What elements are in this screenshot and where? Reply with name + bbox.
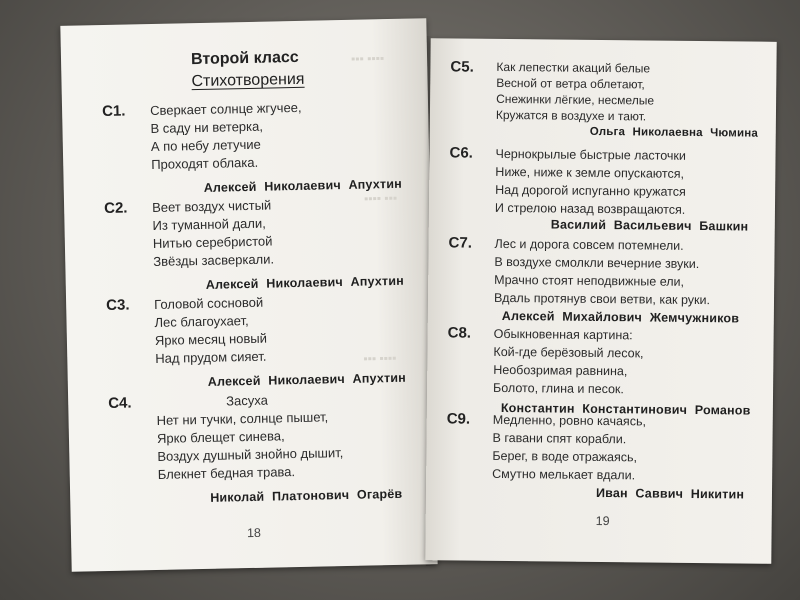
ghost-text: ▪▪▪ ▪▪▪▪ bbox=[363, 350, 397, 366]
poem-line: Сверкает солнце жгучее, bbox=[149, 99, 302, 119]
poem-line: Веет воздух чистый bbox=[151, 197, 272, 216]
poem-line: Ярко месяц новый bbox=[154, 330, 268, 348]
poem-c5 bbox=[450, 58, 771, 151]
poem-author: Алексей Николаевич Апухтин bbox=[203, 176, 403, 195]
poem-line: Смутно мелькает вдали. bbox=[492, 466, 636, 483]
poem-line: Над прудом сияет. bbox=[155, 348, 267, 366]
poem-author: Иван Саввич Никитин bbox=[595, 485, 745, 502]
section-title: Второй класс bbox=[190, 48, 299, 69]
poem-line: Медленно, ровно качаясь, bbox=[492, 412, 647, 429]
poem-c1 bbox=[102, 96, 424, 193]
poem-c7 bbox=[448, 234, 769, 327]
poem-line: В саду ни ветерка, bbox=[150, 118, 264, 137]
poem-line: Как лепестки акаций белые bbox=[496, 59, 651, 76]
poem-line: Кой-где берёзовый лесок, bbox=[493, 344, 644, 361]
poem-line: Блекнет бедная трава. bbox=[157, 464, 296, 482]
poem-line: Необозримая равнина, bbox=[493, 362, 628, 379]
poem-line: Берег, в воде отражаясь, bbox=[492, 448, 638, 465]
section-subtitle: Стихотворения bbox=[191, 70, 305, 91]
poem-line: Ярко блещет синева, bbox=[156, 428, 285, 446]
poem-number: С9. bbox=[446, 410, 471, 428]
poem-c3 bbox=[106, 290, 428, 387]
poem-number: С5. bbox=[450, 58, 474, 76]
poem-line: Головой сосновой bbox=[154, 294, 264, 312]
poem-author: Ольга Николаевна Чюмина bbox=[589, 125, 759, 140]
poem-line: Кружатся в воздухе и тают. bbox=[495, 107, 647, 124]
poem-line: Воздух душный знойно дышит, bbox=[157, 445, 344, 464]
poem-author: Алексей Николаевич Апухтин bbox=[205, 273, 405, 292]
poem-c9 bbox=[446, 410, 767, 513]
poem-c2 bbox=[104, 193, 426, 290]
poem-line: Вдаль протянув свои ветви, как руки. bbox=[493, 290, 711, 308]
poem-author: Константин Константинович Романов bbox=[500, 400, 751, 418]
poem-line: Лес и дорога совсем потемнели. bbox=[494, 236, 684, 253]
poem-c4 bbox=[108, 388, 430, 515]
poem-line: Лес благоухает, bbox=[154, 313, 249, 330]
poem-number: С2. bbox=[103, 199, 128, 218]
poem-line: В воздухе смолкли вечерние звуки. bbox=[494, 254, 700, 272]
poem-title: Засуха bbox=[226, 392, 269, 409]
poem-author: Алексей Михайлович Жемчужников bbox=[501, 308, 740, 326]
poem-line: Нитью серебристой bbox=[152, 233, 273, 251]
poem-line: Мрачно стоят неподвижные ели, bbox=[494, 272, 685, 289]
poem-line: Из туманной дали, bbox=[152, 215, 266, 234]
poem-line: Весной от ветра облетают, bbox=[496, 75, 645, 92]
poem-line: Над дорогой испуганно кружатся bbox=[495, 182, 686, 199]
poem-c6 bbox=[449, 144, 770, 237]
poem-line: Проходят облака. bbox=[151, 154, 259, 173]
poem-number: С7. bbox=[448, 234, 473, 252]
poem-number: С8. bbox=[447, 324, 472, 342]
left-page bbox=[60, 18, 437, 572]
ghost-text: ▪▪▪▪ ▪▪▪ bbox=[363, 190, 398, 206]
poem-number: С4. bbox=[108, 394, 132, 412]
poem-c8 bbox=[447, 324, 768, 417]
poem-line: Нет ни тучки, солнце пышет, bbox=[156, 409, 329, 428]
page-number: 18 bbox=[246, 525, 262, 541]
poem-line: Обыкновенная картина: bbox=[493, 326, 633, 343]
poem-line: И стрелою назад возвращаются. bbox=[494, 200, 686, 217]
poem-author: Василий Васильевич Башкин bbox=[550, 217, 749, 234]
poem-line: Чернокрылые быстрые ласточки bbox=[495, 146, 687, 163]
page-number: 19 bbox=[595, 513, 610, 529]
poem-author: Алексей Николаевич Апухтин bbox=[207, 370, 407, 389]
poem-author: Николай Платонович Огарёв bbox=[210, 486, 403, 505]
poem-number: С1. bbox=[101, 102, 126, 121]
poem-number: С3. bbox=[106, 296, 130, 314]
poem-line: Ниже, ниже к земле опускаются, bbox=[495, 164, 685, 181]
poem-line: В гавани спят корабли. bbox=[492, 430, 627, 447]
poem-line: Звёзды засверкали. bbox=[153, 251, 275, 269]
poem-line: Болото, глина и песок. bbox=[493, 380, 624, 397]
right-page bbox=[425, 38, 776, 564]
poem-number: С6. bbox=[449, 144, 473, 162]
ghost-text: ▪▪▪ ▪▪▪▪ bbox=[350, 51, 385, 66]
poem-line: Снежинки лёгкие, несмелые bbox=[496, 91, 655, 108]
poem-line: А по небу летучие bbox=[150, 136, 261, 155]
